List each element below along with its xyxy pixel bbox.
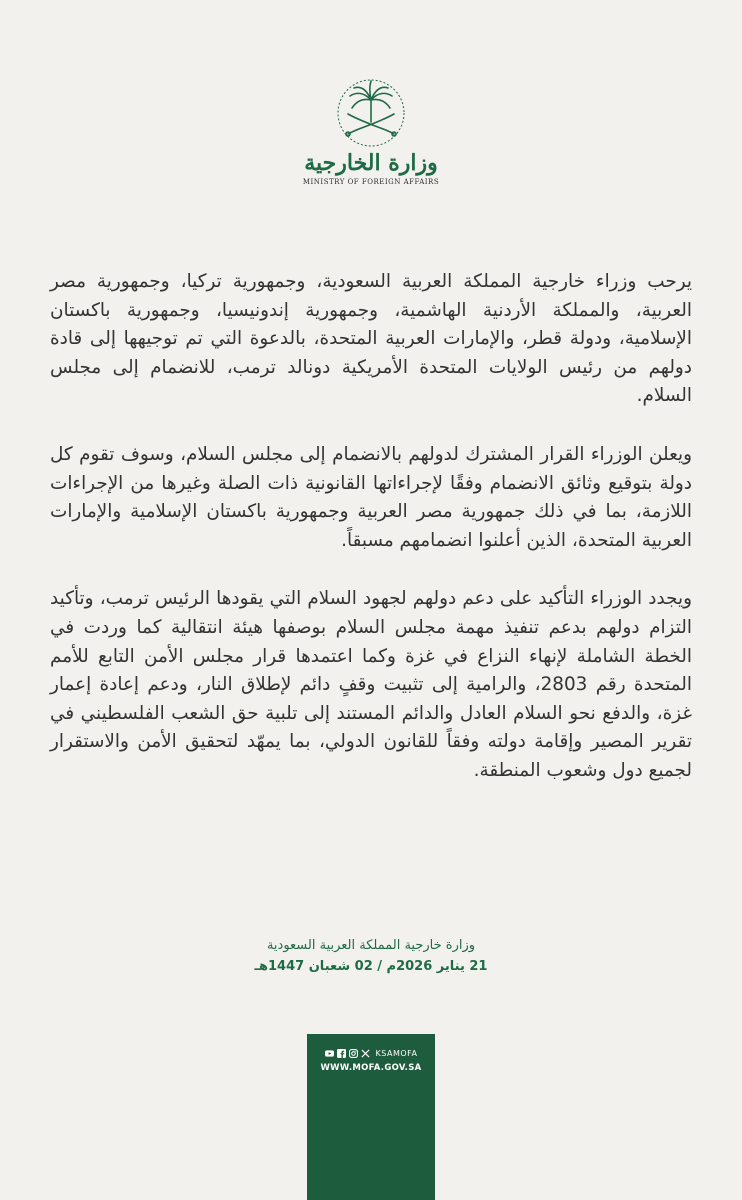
website-link[interactable]: WWW.MOFA.GOV.SA [320,1063,422,1073]
statement-paragraph-3: ويجدد الوزراء التأكيد على دعم دولهم لجهود السلام التي يقودها الرئيس ترمب، وتأكيد التزام دولهم بدعم تنفيذ مهمة مجلس السلام بوصفها هيئة انتقالية كما وردت في الخطة الشاملة لإنهاء النزاع في غزة وكما اعتمدها قرار مجلس الأمن التابع للأمم المتحدة رقم 2803، والرامية إلى تثبيت وقفٍ دائم لإطلاق النار، ودعم إعادة إعمار غزة، والدفع نحو السلام العادل والدائم المستند إلى تلبية حق الشعب الفلسطيني في تقرير المصير وإقامة دولته وفقاً للقانون الدولي، بما يمهّد لتحقيق الأمن والاستقرار لجميع دول وشعوب المنطقة. [50,588,692,781]
statement-paragraph-1: يرحب وزراء خارجية المملكة العربية السعودية، وجمهورية تركيا، وجمهورية مصر العربية، والمملكة الأردنية الهاشمية، وجمهورية إندونيسيا، وجمهورية باكستان الإسلامية، ودولة قطر، والإمارات العربية المتحدة، بالدعوة التي تم توجيهها إلى قادة دولهم من رئيس الولايات المتحدة الأمريكية دونالد ترمب، للانضمام إلى مجلس السلام. [50,271,692,407]
statement-paragraph-2: ويعلن الوزراء القرار المشترك لدولهم بالانضمام إلى مجلس السلام، وسوف تقوم كل دولة بتوقيع وثائق الانضمام وفقًا لإجراءاتها القانونية ذات الصلة وغيرها من الإجراءات اللازمة، بما في ذلك جمهورية مصر العربية وجمهورية باكستان الإسلامية والإمارات العربية المتحدة، الذين أعلنوا انضمامهم مسبقاً. [50,443,692,551]
saudi-emblem-icon [336,78,406,148]
instagram-icon[interactable] [349,1049,358,1058]
youtube-icon[interactable] [325,1049,334,1058]
ministry-logo [0,78,742,186]
issuer-name: وزارة خارجية المملكة العربية السعودية [266,938,476,953]
footer-contact-box [307,1034,435,1200]
signature-block [0,936,742,978]
ministry-name-arabic: وزارة الخارجية [304,150,438,176]
social-handle[interactable]: KSAMOFA [375,1049,418,1058]
ministry-name-english: MINISTRY OF FOREIGN AFFAIRS [302,178,440,186]
statement-body [50,268,692,816]
statement-date: 21 يناير 2026م / 02 شعبان 1447هـ [254,959,488,974]
facebook-icon[interactable] [337,1049,346,1058]
x-icon[interactable] [361,1049,370,1058]
social-links [325,1049,418,1058]
